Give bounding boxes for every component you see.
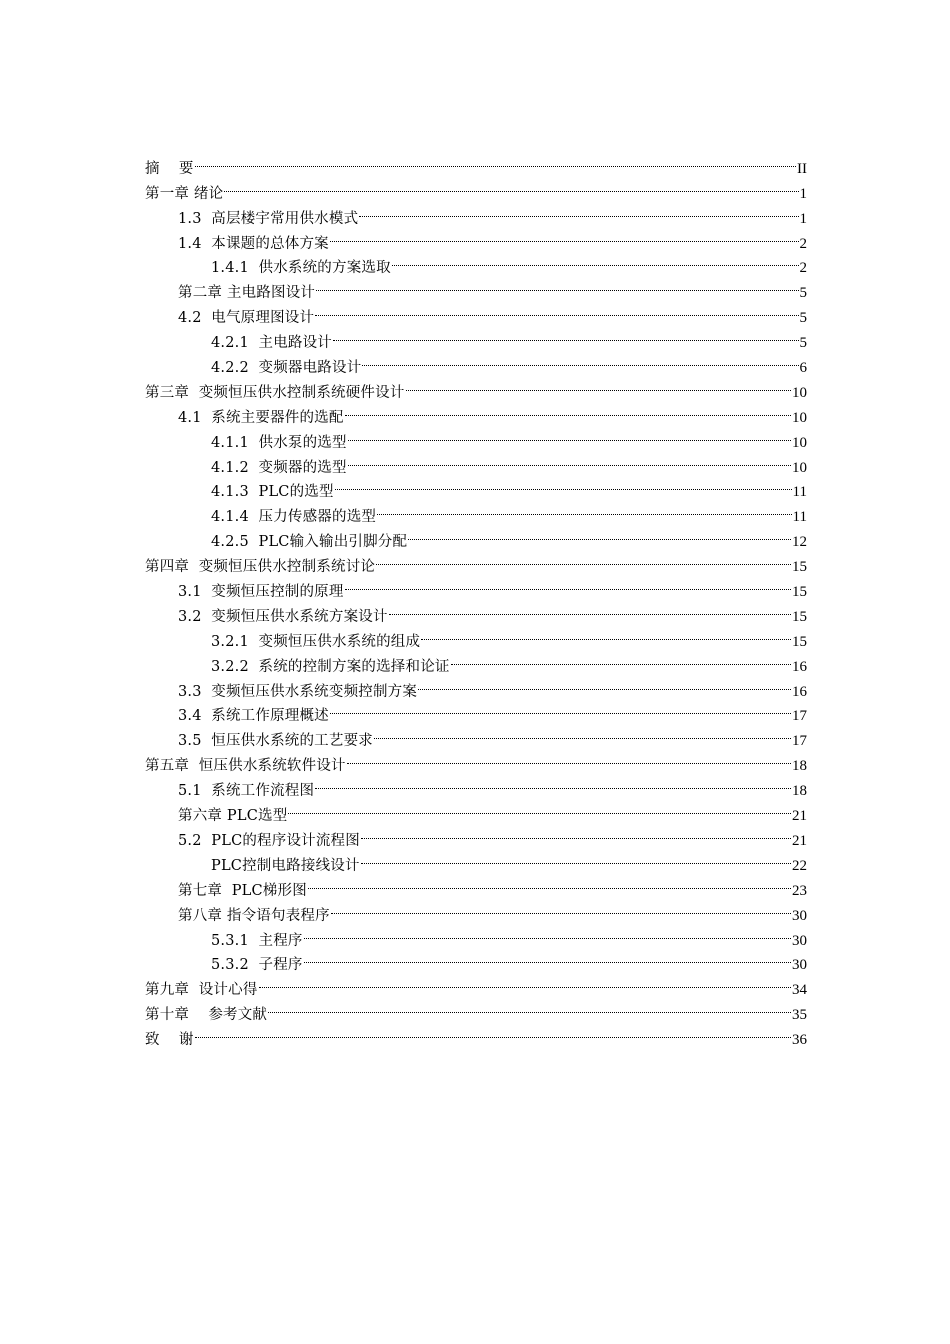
- toc-page-number: 5: [799, 310, 807, 327]
- toc-entry-title: 第七章 PLC梯形图: [178, 882, 307, 899]
- toc-page-number: 15: [792, 608, 807, 625]
- toc-page-number: 5: [799, 335, 807, 352]
- toc-page-number: 10: [792, 434, 807, 451]
- toc-page-number: 23: [792, 882, 807, 899]
- toc-entry-title: 3.3 变频恒压供水系统变频控制方案: [178, 683, 418, 700]
- toc-entry-title: 4.2.5 PLC输入输出引脚分配: [211, 534, 408, 551]
- toc-page-number: 36: [792, 1032, 807, 1049]
- toc-entry-title: 第二章 主电路图设计: [178, 285, 316, 302]
- toc-entry-title: 3.5 恒压供水系统的工艺要求: [178, 733, 373, 750]
- toc-page-number: 15: [792, 584, 807, 601]
- dot-leader: [406, 372, 791, 397]
- toc-entry-title: 4.1.3 PLC的选型: [211, 484, 334, 501]
- toc-page-number: 17: [792, 708, 807, 725]
- toc-page-number: 2: [799, 260, 807, 277]
- dot-leader: [224, 173, 798, 198]
- dot-leader: [392, 248, 799, 273]
- toc-entry-title: 3.1 变频恒压控制的原理: [178, 584, 344, 601]
- dot-leader: [347, 745, 791, 770]
- dot-leader: [315, 770, 791, 795]
- toc-entry-title: 4.1 系统主要器件的选配: [178, 409, 344, 426]
- toc-entry-title: 3.2.2 系统的控制方案的选择和论证: [211, 658, 450, 675]
- toc-entry-title: 5.2 PLC的程序设计流程图: [178, 832, 360, 849]
- dot-leader: [259, 969, 791, 994]
- toc-page-number: 21: [792, 808, 807, 825]
- toc-page-number: 10: [792, 384, 807, 401]
- dot-leader: [348, 447, 791, 472]
- toc-entry-title: 第五章 恒压供水系统软件设计: [145, 758, 346, 775]
- dot-leader: [377, 496, 791, 521]
- toc-page-number: 10: [792, 409, 807, 426]
- toc-page-number: 21: [792, 832, 807, 849]
- toc-entry-title: 3.2.1 变频恒压供水系统的组成: [211, 633, 421, 650]
- toc-entry[interactable]: [145, 1019, 807, 1049]
- toc-entry-title: 第十章 参考文献: [145, 1007, 268, 1024]
- dot-leader: [389, 596, 791, 621]
- dot-leader: [330, 223, 799, 248]
- dot-leader: [316, 272, 798, 297]
- toc-page-number: 16: [792, 658, 807, 675]
- toc-entry-title: 4.1.1 供水泵的选型: [211, 434, 347, 451]
- toc-entry-title: 3.2 变频恒压供水系统方案设计: [178, 608, 388, 625]
- toc-entry-title: 第四章 变频恒压供水控制系统讨论: [145, 559, 376, 576]
- toc-page-number: II: [797, 160, 807, 177]
- toc-entry-title: 第三章 变频恒压供水控制系统硬件设计: [145, 384, 405, 401]
- dot-leader: [408, 521, 791, 546]
- table-of-contents: [145, 148, 807, 1049]
- dot-leader: [348, 422, 791, 447]
- dot-leader: [330, 696, 791, 721]
- toc-page-number: 1: [799, 210, 807, 227]
- toc-page-number: 15: [792, 559, 807, 576]
- toc-entry[interactable]: [145, 173, 807, 202]
- toc-page-number: 18: [792, 758, 807, 775]
- toc-page-number: 2: [799, 235, 807, 252]
- dot-leader: [418, 671, 791, 696]
- dot-leader: [331, 895, 791, 920]
- toc-page-number: 1: [799, 185, 807, 202]
- toc-page-number: 30: [792, 957, 807, 974]
- toc-page-number: 15: [792, 633, 807, 650]
- toc-page-number: 10: [792, 459, 807, 476]
- toc-page-number: 6: [799, 360, 807, 377]
- toc-page-number: 22: [792, 857, 807, 874]
- toc-entry-title: 4.1.2 变频器的选型: [211, 459, 347, 476]
- dot-leader: [268, 994, 791, 1019]
- toc-entry[interactable]: [145, 148, 807, 177]
- dot-leader: [335, 472, 792, 497]
- toc-entry-title: 4.2 电气原理图设计: [178, 310, 315, 327]
- dot-leader: [345, 571, 791, 596]
- toc-page-number: 17: [792, 733, 807, 750]
- dot-leader: [376, 546, 791, 571]
- toc-entry-title: 5.1 系统工作流程图: [178, 783, 315, 800]
- toc-entry-title: 4.1.4 压力传感器的选型: [211, 509, 377, 526]
- dot-leader: [421, 621, 791, 646]
- dot-leader: [361, 845, 791, 870]
- toc-page-number: 18: [792, 783, 807, 800]
- dot-leader: [359, 198, 798, 223]
- toc-entry-title: 摘 要: [145, 160, 194, 177]
- toc-entry-title: 1.4 本课题的总体方案: [178, 235, 329, 252]
- toc-entry-title: 1.4.1 供水系统的方案选取: [211, 260, 391, 277]
- toc-entry-title: 4.2.1 主电路设计: [211, 335, 333, 352]
- dot-leader: [345, 397, 791, 422]
- toc-entry-title: 3.4 系统工作原理概述: [178, 708, 329, 725]
- dot-leader: [374, 720, 791, 745]
- toc-page-number: 34: [792, 982, 807, 999]
- toc-entry-title: 第八章 指令语句表程序: [178, 907, 330, 924]
- toc-entry-title: 5.3.1 主程序: [211, 932, 303, 949]
- toc-page-number: 12: [792, 534, 807, 551]
- toc-entry-title: 第一章 绪论: [145, 185, 224, 202]
- toc-page-number: 11: [792, 509, 807, 526]
- toc-entry-title: 5.3.2 子程序: [211, 957, 303, 974]
- toc-page-number: 16: [792, 683, 807, 700]
- dot-leader: [304, 945, 791, 970]
- dot-leader: [195, 148, 796, 173]
- dot-leader: [451, 646, 791, 671]
- toc-entry-title: PLC控制电路接线设计: [211, 857, 360, 874]
- toc-page-number: 35: [792, 1007, 807, 1024]
- toc-page-number: 30: [792, 907, 807, 924]
- toc-page-number: 30: [792, 932, 807, 949]
- toc-entry-title: 致 谢: [145, 1032, 194, 1049]
- dot-leader: [362, 347, 798, 372]
- toc-page-number: 5: [799, 285, 807, 302]
- dot-leader: [333, 322, 798, 347]
- toc-entry[interactable]: [145, 198, 807, 227]
- dot-leader: [288, 795, 791, 820]
- toc-entry-title: 1.3 高层楼宇常用供水模式: [178, 210, 359, 227]
- dot-leader: [361, 820, 791, 845]
- dot-leader: [315, 297, 798, 322]
- toc-entry-title: 4.2.2 变频器电路设计: [211, 360, 362, 377]
- dot-leader: [308, 870, 791, 895]
- dot-leader: [304, 920, 791, 945]
- toc-entry-title: 第九章 设计心得: [145, 982, 258, 999]
- dot-leader: [195, 1019, 791, 1044]
- toc-entry-title: 第六章 PLC选型: [178, 808, 288, 825]
- toc-page-number: 11: [792, 484, 807, 501]
